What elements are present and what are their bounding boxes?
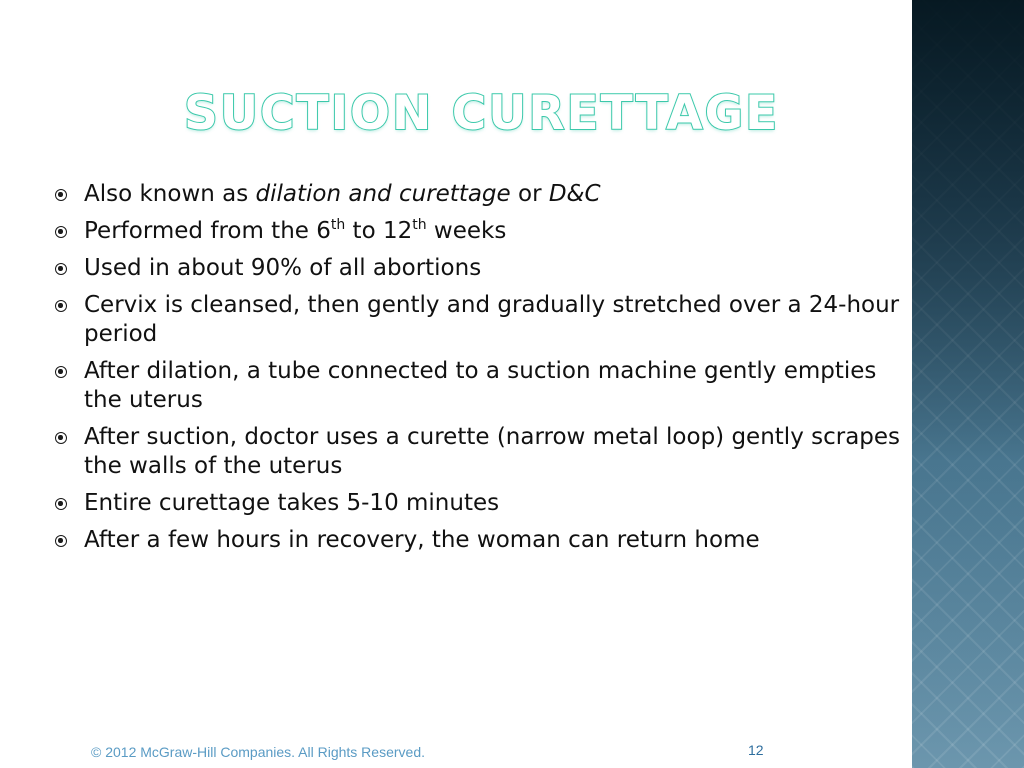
circled-dot-bullet-icon [55, 498, 67, 510]
bullet-item [54, 217, 904, 246]
bullet-text: Entire curettage takes 5-10 minutes [84, 490, 500, 516]
circled-dot-bullet-icon [55, 189, 67, 201]
superscript: th [330, 217, 346, 233]
circled-dot-bullet-icon [55, 535, 67, 547]
footer-copyright: © 2012 McGraw-Hill Companies. All Rights Reserved. [91, 744, 425, 760]
circled-dot-bullet-icon [55, 263, 67, 275]
superscript: th [412, 217, 427, 233]
bullet-item [54, 526, 904, 555]
circled-dot-bullet-icon [55, 300, 67, 312]
bullet-text: Performed from the 6 [84, 218, 331, 244]
bullet-item [54, 254, 904, 283]
bullet-item [54, 423, 904, 481]
bullet-text: After suction, doctor uses a curette (narrow metal loop) gently scrapes the walls of the uterus [84, 424, 901, 479]
bullet-text: weeks [426, 218, 507, 244]
decorative-side-panel [912, 0, 1024, 768]
bullet-text: After dilation, a tube connected to a suction machine gently empties the uterus [84, 358, 877, 413]
bullet-text: Cervix is cleansed, then gently and gradually stretched over a 24-hour period [84, 292, 900, 347]
page-number: 12 [748, 742, 764, 758]
bullet-italic-term: dilation and curettage [255, 181, 511, 207]
slide-title: SUCTION CURETTAGE [184, 86, 780, 141]
bullet-item [54, 489, 904, 518]
bullet-italic-abbrev: D&C [548, 181, 601, 207]
bullet-item [54, 180, 904, 209]
circled-dot-bullet-icon [55, 226, 67, 238]
bullet-item [54, 291, 904, 349]
circled-dot-bullet-icon [55, 366, 67, 378]
bullet-text: to 12 [345, 218, 413, 244]
circled-dot-bullet-icon [55, 432, 67, 444]
bullet-item [54, 357, 904, 415]
bullet-list [54, 180, 904, 563]
bullet-text: After a few hours in recovery, the woman can return home [84, 527, 760, 553]
bullet-text: Also known as [84, 181, 256, 207]
bullet-text: Used in about 90% of all abortions [84, 255, 482, 281]
bullet-text: or [510, 181, 549, 207]
